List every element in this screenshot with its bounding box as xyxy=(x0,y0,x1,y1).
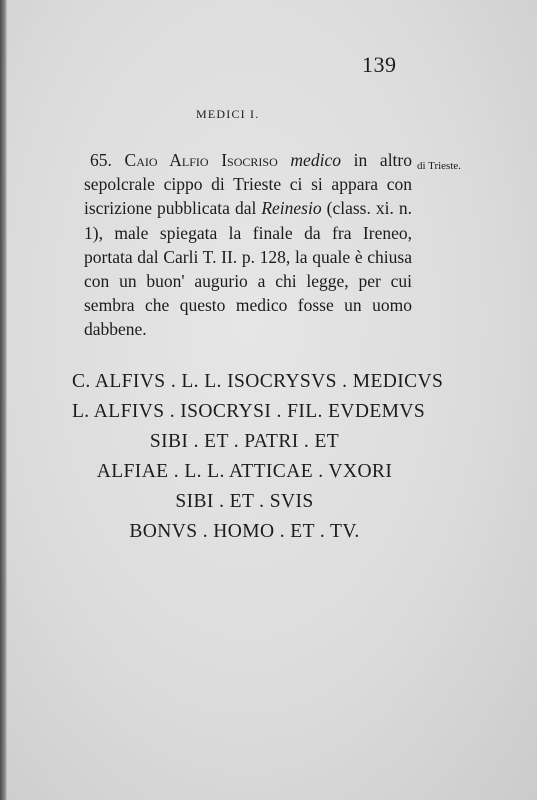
margin-note: di Trieste. xyxy=(417,160,462,172)
entry-paragraph xyxy=(84,148,412,342)
page-number: 139 xyxy=(362,52,397,77)
entry-number: 65. xyxy=(90,150,112,170)
entry-text-a: in altro sepolcrale cippo di Trieste ci si appara con iscrizione pubblicata dal xyxy=(84,150,412,219)
inscription-line: SIBI . ET . PATRI . ET xyxy=(149,431,340,452)
book-binding-edge xyxy=(0,0,7,800)
inscription-line: C. ALFIVS . L. L. ISOCRYSVS . MEDICVS xyxy=(72,371,444,392)
inscription-line: ALFIAE . L. L. ATTICAE . VXORI xyxy=(96,461,393,482)
inscription-line: L. ALFIVS . ISOCRYSI . FIL. EVDEMVS xyxy=(72,401,426,422)
entry-name: Caio Alfio Isocriso xyxy=(124,150,278,170)
running-head: MEDICI I. xyxy=(196,107,260,121)
entry-source: Reinesio xyxy=(261,198,322,219)
entry-text-b: (class. xi. n. 1), male spiegata la finale da fra Ireneo, portata dal Carli T. II. p. 128, la quale è chiusa con un buon' augurio a chi legge, per cui sembra che questo medico fosse un uomo dabbene. xyxy=(84,198,412,340)
inscription-line: BONVS . HOMO . ET . TV. xyxy=(129,521,360,542)
entry-role: medico xyxy=(290,150,341,170)
latin-inscription xyxy=(72,367,444,547)
inscription-line: SIBI . ET . SVIS xyxy=(175,491,314,512)
